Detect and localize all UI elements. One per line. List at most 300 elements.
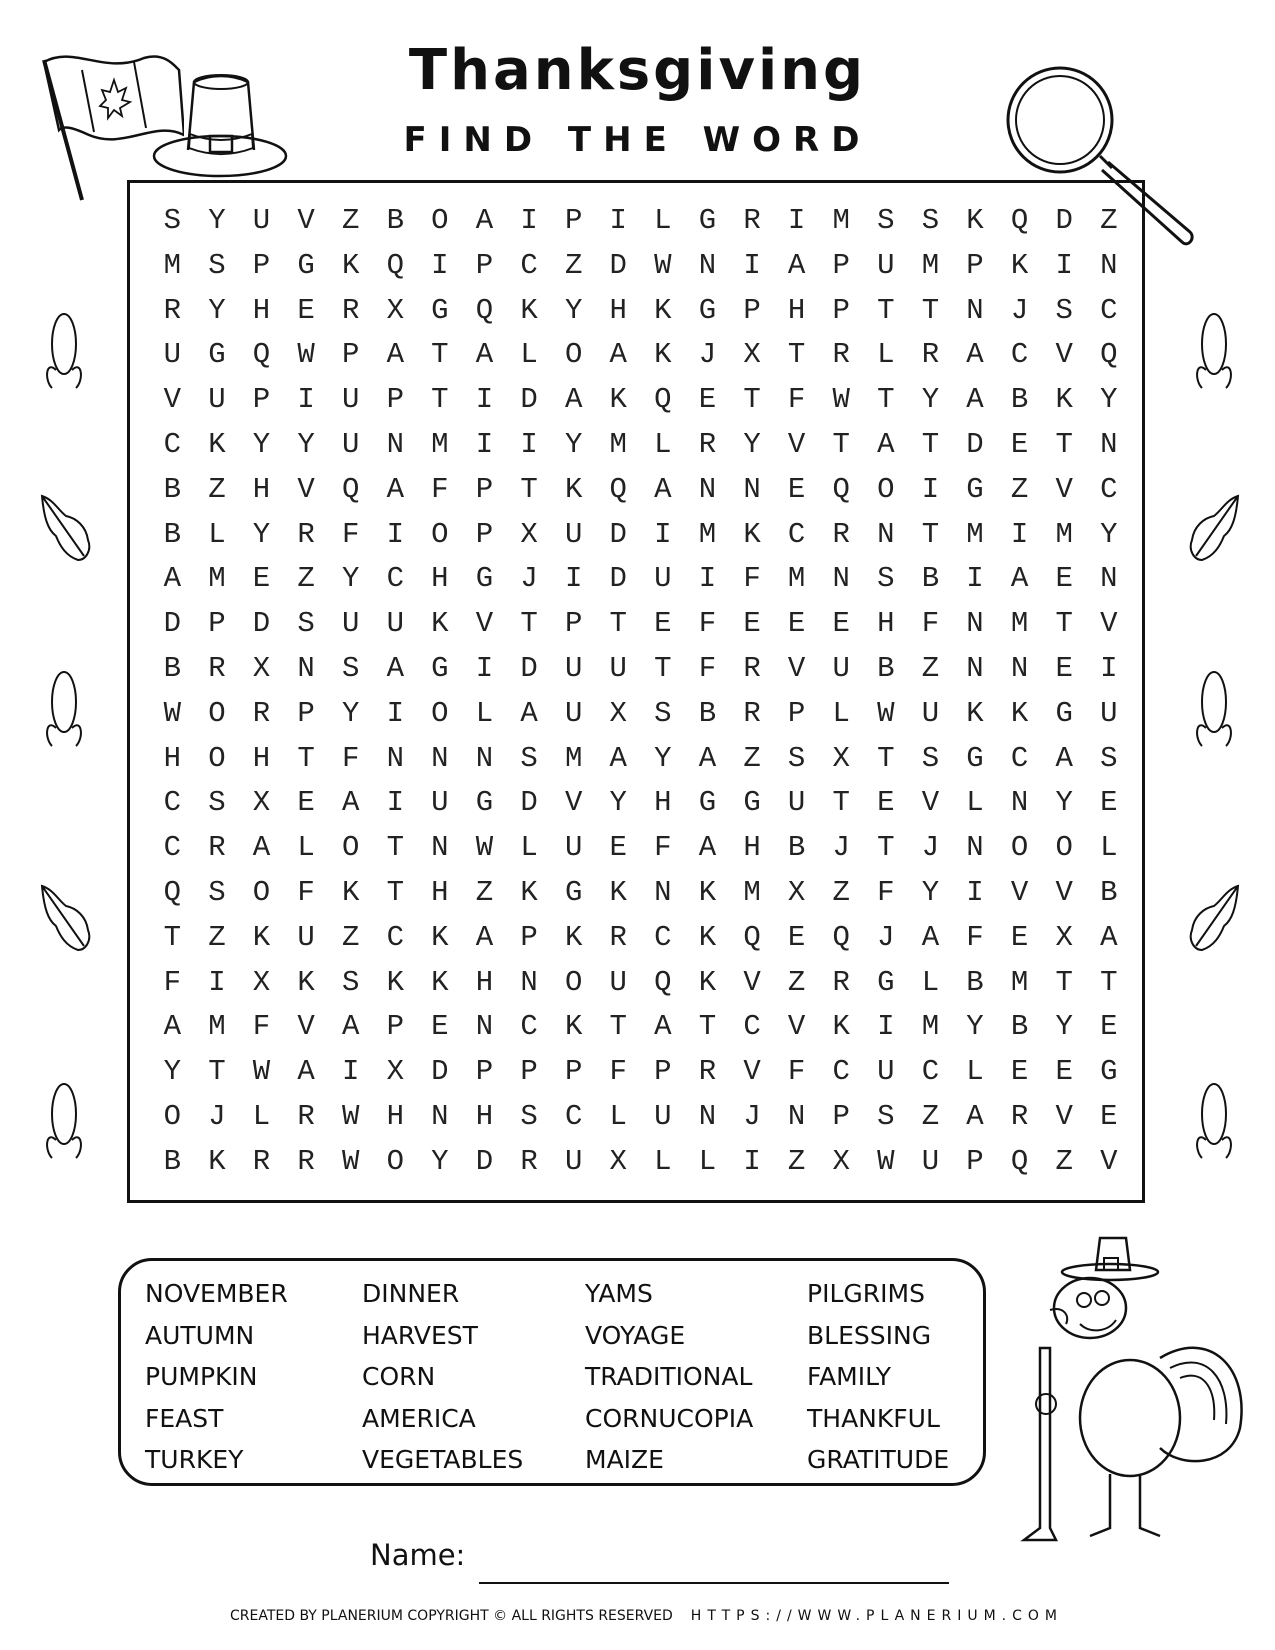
grid-letter[interactable]: R (921, 338, 940, 372)
grid-letter[interactable]: Y (564, 427, 583, 461)
grid-letter[interactable]: L (877, 338, 895, 372)
grid-letter[interactable]: M (921, 1010, 940, 1044)
grid-letter[interactable]: S (877, 1099, 895, 1133)
grid-letter[interactable]: R (698, 1055, 717, 1089)
grid-letter[interactable]: V (475, 607, 494, 641)
grid-letter[interactable]: U (341, 383, 360, 417)
grid-letter[interactable]: C (520, 248, 538, 282)
grid-letter[interactable]: I (966, 875, 984, 909)
grid-letter[interactable]: G (877, 965, 895, 999)
grid-letter[interactable]: K (698, 875, 717, 909)
grid-letter[interactable]: T (520, 472, 538, 506)
grid-letter[interactable]: I (475, 383, 494, 417)
grid-letter[interactable]: H (252, 472, 271, 506)
grid-letter[interactable]: N (1010, 651, 1029, 685)
grid-letter[interactable]: D (520, 383, 538, 417)
grid-letter[interactable]: K (564, 1010, 583, 1044)
grid-letter[interactable]: X (386, 1055, 404, 1089)
grid-letter[interactable]: D (1055, 204, 1073, 237)
grid-letter[interactable]: V (1010, 875, 1029, 909)
grid-letter[interactable]: O (1010, 831, 1029, 865)
grid-letter[interactable]: Y (208, 204, 226, 237)
grid-letter[interactable]: U (564, 1144, 583, 1178)
grid-letter[interactable]: P (386, 383, 404, 417)
grid-letter[interactable]: H (743, 831, 761, 865)
grid-letter[interactable]: Y (743, 427, 761, 461)
grid-letter[interactable]: M (163, 248, 181, 282)
grid-letter[interactable]: W (341, 1099, 360, 1133)
grid-letter[interactable]: Y (163, 1055, 181, 1089)
grid-letter[interactable]: I (609, 204, 627, 237)
grid-letter[interactable]: K (609, 383, 627, 417)
grid-letter[interactable]: A (966, 383, 984, 417)
grid-letter[interactable]: V (1100, 607, 1118, 641)
grid-letter[interactable]: L (520, 338, 538, 372)
grid-letter[interactable]: W (654, 248, 672, 282)
grid-letter[interactable]: X (520, 517, 538, 551)
grid-letter[interactable]: H (609, 293, 627, 327)
grid-letter[interactable]: E (1055, 651, 1073, 685)
grid-letter[interactable]: O (341, 831, 360, 865)
grid-letter[interactable]: L (520, 831, 538, 865)
grid-letter[interactable]: K (654, 338, 672, 372)
grid-letter[interactable]: R (609, 920, 627, 954)
grid-letter[interactable]: K (564, 472, 583, 506)
grid-letter[interactable]: I (475, 651, 494, 685)
grid-letter[interactable]: G (966, 472, 984, 506)
grid-letter[interactable]: L (921, 965, 940, 999)
grid-letter[interactable]: U (1100, 696, 1118, 730)
grid-letter[interactable]: T (609, 607, 627, 641)
grid-letter[interactable]: X (832, 741, 850, 775)
grid-letter[interactable]: D (431, 1055, 449, 1089)
grid-letter[interactable]: G (431, 651, 449, 685)
grid-letter[interactable]: K (654, 293, 672, 327)
grid-letter[interactable]: N (297, 651, 315, 685)
grid-letter[interactable]: D (966, 427, 984, 461)
grid-letter[interactable]: Z (297, 562, 315, 596)
grid-letter[interactable]: P (475, 472, 494, 506)
grid-letter[interactable]: P (966, 1144, 984, 1178)
grid-letter[interactable]: F (297, 875, 315, 909)
grid-letter[interactable]: C (832, 1055, 850, 1089)
grid-letter[interactable]: J (1010, 293, 1029, 327)
grid-letter[interactable]: C (386, 920, 404, 954)
grid-letter[interactable]: Z (1055, 1144, 1073, 1178)
grid-letter[interactable]: B (1010, 1010, 1029, 1044)
grid-letter[interactable]: G (1055, 696, 1073, 730)
grid-letter[interactable]: H (163, 741, 181, 775)
grid-letter[interactable]: P (564, 1055, 583, 1089)
grid-letter[interactable]: I (520, 204, 538, 237)
grid-letter[interactable]: G (698, 204, 717, 237)
grid-letter[interactable]: F (341, 741, 360, 775)
grid-letter[interactable]: B (787, 831, 806, 865)
grid-letter[interactable]: Q (1010, 204, 1029, 237)
grid-letter[interactable]: S (921, 741, 940, 775)
grid-letter[interactable]: T (787, 338, 806, 372)
grid-letter[interactable]: E (252, 562, 271, 596)
grid-letter[interactable]: M (609, 427, 627, 461)
name-field[interactable] (370, 1538, 949, 1572)
grid-letter[interactable]: O (564, 965, 583, 999)
grid-letter[interactable]: T (877, 741, 895, 775)
grid-letter[interactable]: L (832, 696, 850, 730)
grid-letter[interactable]: G (698, 786, 717, 820)
grid-letter[interactable]: C (787, 517, 806, 551)
grid-letter[interactable]: T (877, 383, 895, 417)
grid-letter[interactable]: L (208, 517, 226, 551)
grid-letter[interactable]: Z (341, 204, 360, 237)
grid-letter[interactable]: T (921, 517, 940, 551)
grid-letter[interactable]: A (163, 562, 181, 596)
grid-letter[interactable]: H (654, 786, 672, 820)
grid-letter[interactable]: G (564, 875, 583, 909)
grid-letter[interactable]: J (208, 1099, 226, 1133)
grid-letter[interactable]: J (743, 1099, 761, 1133)
grid-letter[interactable]: O (208, 741, 226, 775)
grid-letter[interactable]: K (297, 965, 315, 999)
grid-letter[interactable]: S (208, 248, 226, 282)
grid-letter[interactable]: R (743, 696, 761, 730)
grid-letter[interactable]: T (609, 1010, 627, 1044)
grid-letter[interactable]: Z (564, 248, 583, 282)
grid-letter[interactable]: Z (921, 1099, 940, 1133)
grid-letter[interactable]: P (386, 1010, 404, 1044)
grid-letter[interactable]: X (252, 786, 271, 820)
grid-letter[interactable]: T (1055, 965, 1073, 999)
grid-letter[interactable]: U (163, 338, 181, 372)
grid-letter[interactable]: N (966, 293, 984, 327)
grid-letter[interactable]: U (921, 696, 940, 730)
grid-letter[interactable]: I (431, 248, 449, 282)
grid-letter[interactable]: E (1010, 427, 1029, 461)
grid-letter[interactable]: I (743, 1144, 761, 1178)
grid-letter[interactable]: A (475, 338, 494, 372)
grid-letter[interactable]: X (609, 1144, 627, 1178)
grid-letter[interactable]: A (966, 1099, 984, 1133)
grid-letter[interactable]: L (1100, 831, 1118, 865)
grid-letter[interactable]: C (163, 786, 181, 820)
grid-letter[interactable]: Y (564, 293, 583, 327)
grid-letter[interactable]: B (1010, 383, 1029, 417)
grid-letter[interactable]: O (877, 472, 895, 506)
grid-letter[interactable]: R (520, 1144, 538, 1178)
grid-letter[interactable]: Y (252, 517, 271, 551)
grid-letter[interactable]: R (743, 204, 761, 237)
grid-letter[interactable]: N (431, 741, 449, 775)
grid-letter[interactable]: I (787, 204, 806, 237)
grid-letter[interactable]: B (1100, 875, 1118, 909)
grid-letter[interactable]: D (609, 248, 627, 282)
grid-letter[interactable]: J (832, 831, 850, 865)
grid-letter[interactable]: Q (609, 472, 627, 506)
grid-letter[interactable]: T (431, 383, 449, 417)
grid-letter[interactable]: N (431, 831, 449, 865)
grid-letter[interactable]: N (654, 875, 672, 909)
grid-letter[interactable]: Z (832, 875, 850, 909)
grid-letter[interactable]: A (386, 472, 404, 506)
grid-letter[interactable]: B (163, 517, 181, 551)
grid-letter[interactable]: V (1055, 472, 1073, 506)
grid-letter[interactable]: S (921, 204, 940, 237)
grid-letter[interactable]: N (1100, 427, 1118, 461)
grid-letter[interactable]: T (163, 920, 181, 954)
grid-letter[interactable]: Q (654, 383, 672, 417)
grid-letter[interactable]: S (520, 741, 538, 775)
grid-letter[interactable]: E (297, 786, 315, 820)
grid-letter[interactable]: K (1055, 383, 1073, 417)
grid-letter[interactable]: V (787, 427, 806, 461)
grid-letter[interactable]: N (966, 607, 984, 641)
grid-letter[interactable]: W (163, 696, 181, 730)
grid-letter[interactable]: W (877, 1144, 895, 1178)
grid-letter[interactable]: E (698, 383, 717, 417)
grid-letter[interactable]: I (386, 517, 404, 551)
grid-letter[interactable]: B (877, 651, 895, 685)
grid-letter[interactable]: Z (787, 1144, 806, 1178)
grid-letter[interactable]: Z (1100, 204, 1118, 237)
grid-letter[interactable]: V (787, 651, 806, 685)
grid-letter[interactable]: A (654, 1010, 672, 1044)
grid-letter[interactable]: B (163, 651, 181, 685)
grid-letter[interactable]: P (475, 517, 494, 551)
grid-letter[interactable]: H (386, 1099, 404, 1133)
grid-letter[interactable]: A (877, 427, 895, 461)
grid-letter[interactable]: G (208, 338, 226, 372)
grid-letter[interactable]: E (297, 293, 315, 327)
grid-letter[interactable]: U (921, 1144, 940, 1178)
grid-letter[interactable]: Q (252, 338, 271, 372)
grid-letter[interactable]: J (877, 920, 895, 954)
grid-letter[interactable]: Z (921, 651, 940, 685)
grid-letter[interactable]: T (921, 427, 940, 461)
grid-letter[interactable]: R (297, 1144, 315, 1178)
grid-letter[interactable]: E (654, 607, 672, 641)
grid-letter[interactable]: Y (609, 786, 627, 820)
grid-letter[interactable]: Q (341, 472, 360, 506)
grid-letter[interactable]: M (921, 248, 940, 282)
grid-letter[interactable]: L (698, 1144, 717, 1178)
grid-letter[interactable]: Z (787, 965, 806, 999)
grid-letter[interactable]: O (163, 1099, 181, 1133)
grid-letter[interactable]: H (252, 741, 271, 775)
grid-letter[interactable]: G (698, 293, 717, 327)
grid-letter[interactable]: P (966, 248, 984, 282)
grid-letter[interactable]: R (832, 338, 850, 372)
grid-letter[interactable]: T (386, 831, 404, 865)
grid-letter[interactable]: S (163, 204, 181, 237)
grid-letter[interactable]: N (520, 965, 538, 999)
grid-letter[interactable]: R (743, 651, 761, 685)
grid-letter[interactable]: M (1055, 517, 1073, 551)
grid-letter[interactable]: W (341, 1144, 360, 1178)
grid-letter[interactable]: T (1055, 607, 1073, 641)
grid-letter[interactable]: Q (832, 920, 850, 954)
grid-letter[interactable]: K (520, 875, 538, 909)
grid-letter[interactable]: T (654, 651, 672, 685)
grid-letter[interactable]: R (297, 517, 315, 551)
grid-letter[interactable]: K (1010, 248, 1029, 282)
grid-letter[interactable]: A (297, 1055, 315, 1089)
grid-letter[interactable]: I (386, 696, 404, 730)
grid-letter[interactable]: U (609, 965, 627, 999)
grid-letter[interactable]: P (564, 607, 583, 641)
grid-letter[interactable]: L (252, 1099, 271, 1133)
grid-letter[interactable]: Y (1100, 517, 1118, 551)
grid-letter[interactable]: I (1100, 651, 1118, 685)
grid-letter[interactable]: E (1010, 920, 1029, 954)
grid-letter[interactable]: A (341, 786, 360, 820)
grid-letter[interactable]: L (654, 427, 672, 461)
grid-letter[interactable]: R (698, 427, 717, 461)
grid-letter[interactable]: Q (1100, 338, 1118, 372)
grid-letter[interactable]: S (1055, 293, 1073, 327)
grid-letter[interactable]: F (966, 920, 984, 954)
grid-letter[interactable]: I (921, 472, 940, 506)
grid-letter[interactable]: N (877, 517, 895, 551)
grid-letter[interactable]: V (297, 204, 315, 237)
grid-letter[interactable]: I (877, 1010, 895, 1044)
grid-letter[interactable]: P (787, 696, 806, 730)
grid-letter[interactable]: O (252, 875, 271, 909)
grid-letter[interactable]: S (208, 875, 226, 909)
grid-letter[interactable]: F (609, 1055, 627, 1089)
grid-letter[interactable]: A (252, 831, 271, 865)
grid-letter[interactable]: N (475, 741, 494, 775)
grid-letter[interactable]: O (386, 1144, 404, 1178)
grid-letter[interactable]: M (966, 517, 984, 551)
grid-letter[interactable]: V (564, 786, 583, 820)
grid-letter[interactable]: N (431, 1099, 449, 1133)
grid-letter[interactable]: G (966, 741, 984, 775)
grid-letter[interactable]: S (520, 1099, 538, 1133)
grid-letter[interactable]: M (1010, 965, 1029, 999)
grid-letter[interactable]: R (297, 1099, 315, 1133)
grid-letter[interactable]: R (1010, 1099, 1029, 1133)
grid-letter[interactable]: H (431, 562, 449, 596)
grid-letter[interactable]: J (921, 831, 940, 865)
grid-letter[interactable]: R (832, 965, 850, 999)
grid-letter[interactable]: A (1010, 562, 1029, 596)
grid-letter[interactable]: C (921, 1055, 940, 1089)
grid-letter[interactable]: K (431, 920, 449, 954)
grid-letter[interactable]: U (877, 248, 895, 282)
grid-letter[interactable]: V (1100, 1144, 1118, 1178)
grid-letter[interactable]: V (297, 472, 315, 506)
grid-letter[interactable]: P (832, 293, 850, 327)
grid-letter[interactable]: D (475, 1144, 494, 1178)
grid-letter[interactable]: N (698, 472, 717, 506)
grid-letter[interactable]: U (564, 831, 583, 865)
grid-letter[interactable]: J (698, 338, 717, 372)
grid-letter[interactable]: K (966, 696, 984, 730)
grid-letter[interactable]: E (787, 920, 806, 954)
grid-letter[interactable]: F (431, 472, 449, 506)
grid-letter[interactable]: A (475, 920, 494, 954)
grid-letter[interactable]: C (564, 1099, 583, 1133)
grid-letter[interactable]: Q (654, 965, 672, 999)
grid-letter[interactable]: L (654, 204, 672, 237)
grid-letter[interactable]: D (609, 562, 627, 596)
grid-letter[interactable]: Z (208, 920, 226, 954)
grid-letter[interactable]: E (609, 831, 627, 865)
grid-letter[interactable]: B (698, 696, 717, 730)
grid-letter[interactable]: S (341, 651, 360, 685)
grid-letter[interactable]: E (877, 786, 895, 820)
grid-letter[interactable]: V (1055, 1099, 1073, 1133)
grid-letter[interactable]: P (564, 204, 583, 237)
grid-letter[interactable]: T (877, 831, 895, 865)
grid-letter[interactable]: X (1055, 920, 1073, 954)
grid-letter[interactable]: N (787, 1099, 806, 1133)
grid-letter[interactable]: E (1100, 1010, 1118, 1044)
grid-letter[interactable]: M (743, 875, 761, 909)
grid-letter[interactable]: S (877, 562, 895, 596)
grid-letter[interactable]: K (832, 1010, 850, 1044)
grid-letter[interactable]: Y (1100, 383, 1118, 417)
grid-letter[interactable]: N (386, 427, 404, 461)
grid-letter[interactable]: E (1010, 1055, 1029, 1089)
grid-letter[interactable]: F (698, 607, 717, 641)
grid-letter[interactable]: A (1100, 920, 1118, 954)
grid-letter[interactable]: C (520, 1010, 538, 1044)
grid-letter[interactable]: S (654, 696, 672, 730)
grid-letter[interactable]: N (386, 741, 404, 775)
grid-letter[interactable]: W (297, 338, 315, 372)
grid-letter[interactable]: P (520, 920, 538, 954)
grid-letter[interactable]: A (1055, 741, 1073, 775)
grid-letter[interactable]: I (654, 517, 672, 551)
grid-letter[interactable]: U (564, 651, 583, 685)
grid-letter[interactable]: Z (475, 875, 494, 909)
grid-letter[interactable]: Y (1055, 786, 1073, 820)
grid-letter[interactable]: R (341, 293, 360, 327)
grid-letter[interactable]: C (743, 1010, 761, 1044)
grid-letter[interactable]: C (1100, 472, 1118, 506)
grid-letter[interactable]: X (252, 965, 271, 999)
grid-letter[interactable]: U (386, 607, 404, 641)
grid-letter[interactable]: D (163, 607, 181, 641)
grid-letter[interactable]: V (743, 965, 761, 999)
grid-letter[interactable]: C (386, 562, 404, 596)
grid-letter[interactable]: P (297, 696, 315, 730)
grid-letter[interactable]: M (208, 1010, 226, 1044)
grid-letter[interactable]: Y (252, 427, 271, 461)
grid-letter[interactable]: U (431, 786, 449, 820)
grid-letter[interactable]: R (832, 517, 850, 551)
grid-letter[interactable]: H (877, 607, 895, 641)
grid-letter[interactable]: P (475, 1055, 494, 1089)
grid-letter[interactable]: R (163, 293, 181, 327)
grid-letter[interactable]: Y (341, 696, 360, 730)
grid-letter[interactable]: X (787, 875, 806, 909)
grid-letter[interactable]: E (832, 607, 850, 641)
grid-letter[interactable]: I (475, 427, 494, 461)
grid-letter[interactable]: S (208, 786, 226, 820)
grid-letter[interactable]: K (341, 875, 360, 909)
grid-letter[interactable]: E (1100, 786, 1118, 820)
grid-letter[interactable]: H (475, 965, 494, 999)
grid-letter[interactable]: Q (163, 875, 181, 909)
grid-letter[interactable]: N (698, 1099, 717, 1133)
grid-letter[interactable]: P (252, 248, 271, 282)
grid-letter[interactable]: G (1100, 1055, 1118, 1089)
grid-letter[interactable]: N (475, 1010, 494, 1044)
grid-letter[interactable]: Q (832, 472, 850, 506)
grid-letter[interactable]: C (1100, 293, 1118, 327)
grid-letter[interactable]: V (921, 786, 940, 820)
